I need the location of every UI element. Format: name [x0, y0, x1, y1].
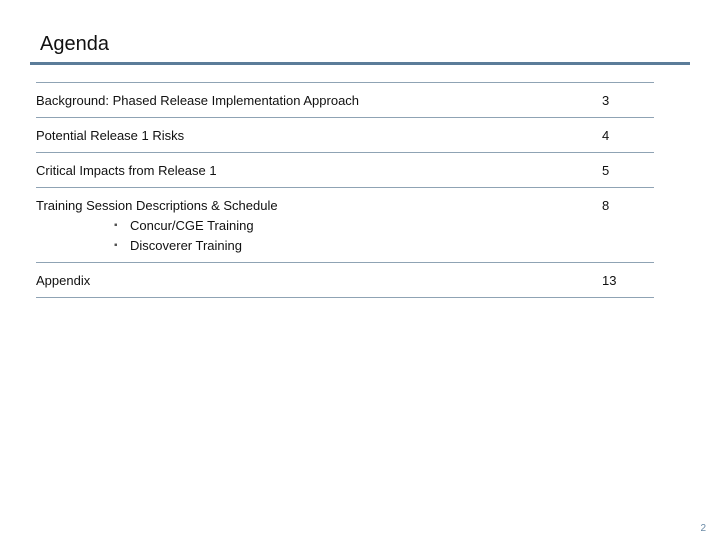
- agenda-item-page: 8: [602, 198, 610, 213]
- agenda-table: [36, 82, 654, 298]
- agenda-subitems: [36, 216, 654, 256]
- agenda-row: [36, 118, 654, 153]
- agenda-subitem: [36, 236, 654, 256]
- page-number: 2: [700, 523, 706, 534]
- agenda-item-label: Background: Phased Release Implementation Approach: [36, 93, 360, 108]
- agenda-row: [36, 153, 654, 188]
- agenda-item-label: Critical Impacts from Release 1: [36, 163, 217, 178]
- title-underline: [30, 62, 690, 65]
- agenda-item-label: Training Session Descriptions & Schedule: [36, 198, 278, 213]
- slide-title: Agenda: [40, 33, 109, 55]
- agenda-subitem: [36, 216, 654, 236]
- agenda-item-label: Appendix: [36, 273, 91, 288]
- agenda-item-page: 4: [602, 128, 610, 143]
- agenda-row: [36, 83, 654, 118]
- agenda-row: [36, 263, 654, 298]
- agenda-item-page: 5: [602, 163, 610, 178]
- agenda-item-label: Potential Release 1 Risks: [36, 128, 185, 143]
- agenda-subitem-label: Discoverer Training: [130, 238, 242, 253]
- bullet-icon: ▪: [114, 220, 118, 231]
- agenda-row: [36, 188, 654, 263]
- agenda-item-page: 3: [602, 93, 610, 108]
- agenda-subitem-label: Concur/CGE Training: [130, 218, 254, 233]
- agenda-item-page: 13: [602, 273, 617, 288]
- bullet-icon: ▪: [114, 240, 118, 251]
